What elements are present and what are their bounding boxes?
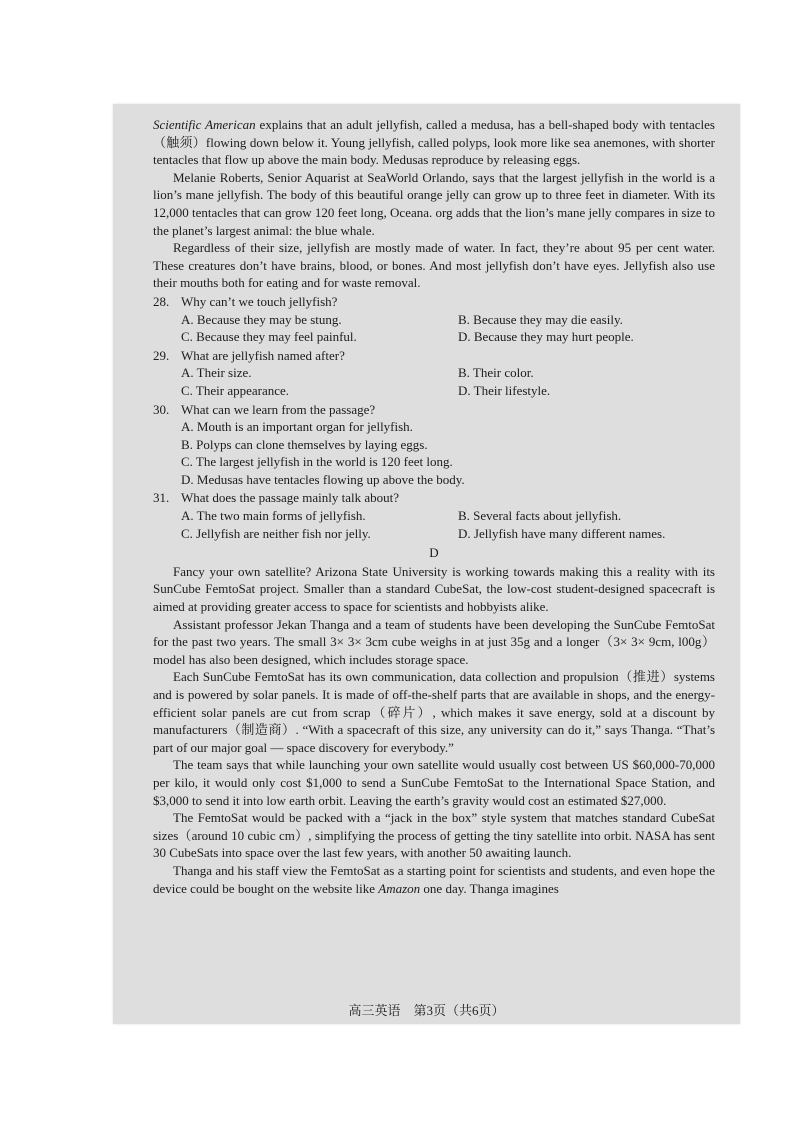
- passage-c-paragraph-1: Scientific American explains that an adult jellyfish, called a medusa, has a bell-shaped body with tentacles（触须）flowing down below it. Young jellyfish, called polyps, look more like sea anemones, with shorter tentacles that flow up above the main body. Medusas reproduce by releasing eggs.: [153, 117, 715, 168]
- option-c: C. Their appearance.: [181, 382, 290, 398]
- option-a: A. Because they may be stung.: [181, 311, 342, 327]
- exam-page: [113, 104, 740, 1024]
- passage-c-paragraph-3: Regardless of their size, jellyfish are mostly made of water. In fact, they’re about 95 per cent water. These creatures don’t have brains, blood, or bones. And most jellyfish don’t have eyes. Jellyfish also use their mouths both for eating and for waste removal.: [153, 240, 715, 291]
- question-number: 28.: [153, 293, 170, 309]
- option-d: D. Jellyfish have many different names.: [458, 525, 666, 541]
- question-text: What does the passage mainly talk about?: [181, 490, 400, 506]
- option-a: A. Mouth is an important organ for jellyfish.: [181, 419, 413, 435]
- question-number: 31.: [153, 490, 170, 506]
- question-options: [181, 418, 715, 488]
- option-a: A. Their size.: [181, 365, 252, 381]
- question-text: Why can’t we touch jellyfish?: [181, 293, 338, 309]
- passage-d-paragraph-1: Fancy your own satellite? Arizona State University is working towards making this a reality with its SunCube FemtoSat project. Smaller than a standard CubeSat, the low-cost student-designed spacecraft is aimed at providing greater access to space for scientists and hobbyists alike.: [153, 563, 715, 615]
- passage-d-paragraph-2: Assistant professor Jekan Thanga and a team of students have been developing the SunCube FemtoSat for the past two years. The small 3× 3× 3cm cube weighs in at just 35g and a longer（3× 3× 9cm, l00g）model has also been designed, which includes storage space.: [153, 616, 715, 667]
- question-options: [181, 364, 715, 399]
- passage-d-paragraph-5: The FemtoSat would be packed with a “jack in the box” style system that matches standard CubeSat sizes（around 10 cubic cm）, simplifying the process of getting the tiny satellite into orbit. NASA has sent 30 CubeSats into space over the last few years, with another 50 awaiting launch.: [153, 810, 715, 861]
- option-a: A. The two main forms of jellyfish.: [181, 508, 366, 524]
- option-b: B. Several facts about jellyfish.: [458, 508, 622, 524]
- source-title: Scientific American: [153, 117, 256, 132]
- option-b: B. Because they may die easily.: [458, 311, 623, 327]
- question-options: [181, 507, 715, 542]
- question-28: [153, 293, 715, 346]
- page-footer: 高三英语 第3页（共6页）: [348, 1003, 505, 1018]
- question-text: What are jellyfish named after?: [181, 347, 345, 363]
- question-31: [153, 489, 715, 542]
- question-30: [153, 401, 715, 489]
- question-options: [181, 311, 715, 346]
- page-content: [153, 116, 715, 897]
- section-heading-d: D: [429, 545, 439, 561]
- passage-d-paragraph-6: Thanga and his staff view the FemtoSat as a starting point for scientists and students, and even hope the device could be bought on the website like Amazon one day. Thanga imagines: [153, 862, 715, 896]
- question-text: What can we learn from the passage?: [181, 401, 376, 417]
- passage-c-paragraph-2: Melanie Roberts, Senior Aquarist at SeaWorld Orlando, says that the largest jellyfish in the world is a lion’s mane jellyfish. The body of this beautiful orange jelly can grow up to three feet in diameter. With its 12,000 tentacles that can grow 120 feet long, Oceana. org adds that the lion’s mane jelly compares in size to the planet’s largest animal: the blue whale.: [153, 169, 715, 238]
- option-b: B. Their color.: [458, 365, 534, 381]
- option-c: C. Because they may feel painful.: [181, 329, 357, 345]
- question-29: [153, 347, 715, 400]
- option-c: C. Jellyfish are neither fish nor jelly.: [181, 525, 371, 541]
- option-b: B. Polyps can clone themselves by laying eggs.: [181, 436, 428, 452]
- option-d: D. Their lifestyle.: [458, 382, 551, 398]
- passage-d-paragraph-4: The team says that while launching your own satellite would usually cost between US $60,000-70,000 per kilo, it would only cost $1,000 to send a SunCube FemtoSat to the International Space Station, and $3,000 to send it into low earth orbit. Leaving the earth’s gravity would cost an estimated $27,000.: [153, 757, 715, 808]
- option-c: C. The largest jellyfish in the world is 120 feet long.: [181, 454, 453, 470]
- website-name: Amazon: [378, 880, 421, 896]
- question-number: 30.: [153, 401, 170, 417]
- option-d: D. Because they may hurt people.: [458, 329, 634, 345]
- passage-d-paragraph-3: Each SunCube FemtoSat has its own communication, data collection and propulsion（推进）systems and is powered by solar panels. It is made of off-the-shelf parts that are available in shops, and the energy-efficient solar panels are cut from scrap（碎片）, which makes it save energy, sold at a discount by manufacturers（制造商）. “With a spacecraft of this size, any university can do it,” says Thanga. “That’s part of our major goal — space discovery for everybody.”: [153, 669, 715, 755]
- option-d: D. Medusas have tentacles flowing up above the body.: [181, 471, 465, 487]
- question-number: 29.: [153, 347, 170, 363]
